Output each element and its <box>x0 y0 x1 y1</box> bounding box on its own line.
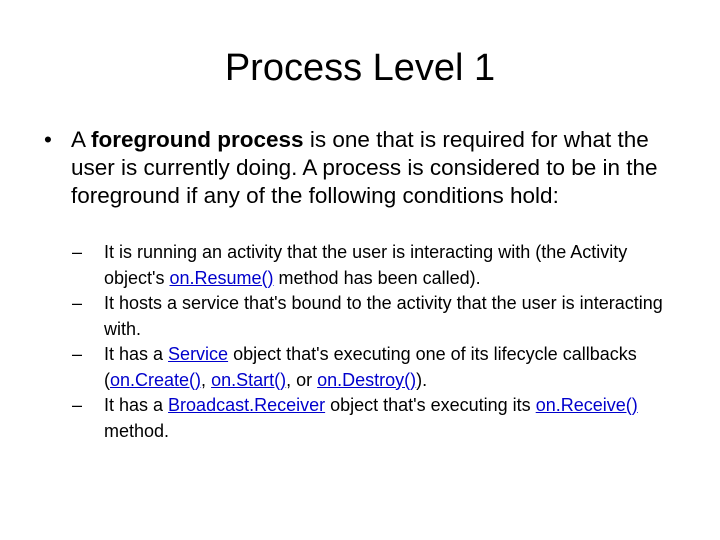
main-text-2: is one that is required for what the user is currently doing. A process is considered to be in the foreground if any of the following conditions hold: <box>71 127 658 208</box>
sub-text: method has been called). <box>273 267 481 288</box>
sub-bullet-service-bound <box>72 291 672 342</box>
sub-text: , <box>201 369 212 390</box>
on-resume-link[interactable]: on.Resume() <box>169 267 274 288</box>
foreground-process-term: foreground process <box>91 127 304 152</box>
sub-bullet-broadcast-receiver <box>72 393 672 444</box>
on-create-link[interactable]: on.Create() <box>110 369 202 390</box>
main-text-1: A <box>71 127 92 152</box>
broadcast-receiver-link[interactable]: Broadcast.Receiver <box>168 395 326 415</box>
sub-bullet-marker: – <box>72 395 83 415</box>
sub-text: object that's executing its <box>325 395 536 415</box>
sub-text: It has a <box>104 395 169 415</box>
sub-text: It has a <box>104 344 169 364</box>
sub-bullet-marker: – <box>72 242 83 262</box>
sub-text: , or <box>286 369 318 390</box>
on-destroy-link[interactable]: on.Destroy() <box>317 369 417 390</box>
sub-text: object that's executing one of its lifecycle callbacks ( <box>104 344 637 390</box>
sub-bullet-marker: – <box>72 293 83 313</box>
sub-bullet-service-lifecycle <box>72 342 672 393</box>
slide-title: Process Level 1 <box>224 47 496 89</box>
main-bullet-text <box>71 126 684 210</box>
service-link[interactable]: Service <box>168 344 229 364</box>
sub-text: It hosts a service that's bound to the activity that the user is interacting with. <box>104 293 663 339</box>
sub-text: It is running an activity that the user is interacting with (the Activity object's <box>104 242 628 288</box>
bullet-marker: • <box>44 127 52 152</box>
on-receive-link[interactable]: on.Receive() <box>535 395 638 415</box>
sub-bullet-marker: – <box>72 344 83 364</box>
sub-text: method. <box>104 420 170 441</box>
sub-bullet-activity <box>72 240 672 291</box>
sub-text: ). <box>416 369 428 390</box>
on-start-link[interactable]: on.Start() <box>211 369 287 390</box>
main-bullet <box>44 126 684 210</box>
sub-bullet-list <box>72 240 672 444</box>
